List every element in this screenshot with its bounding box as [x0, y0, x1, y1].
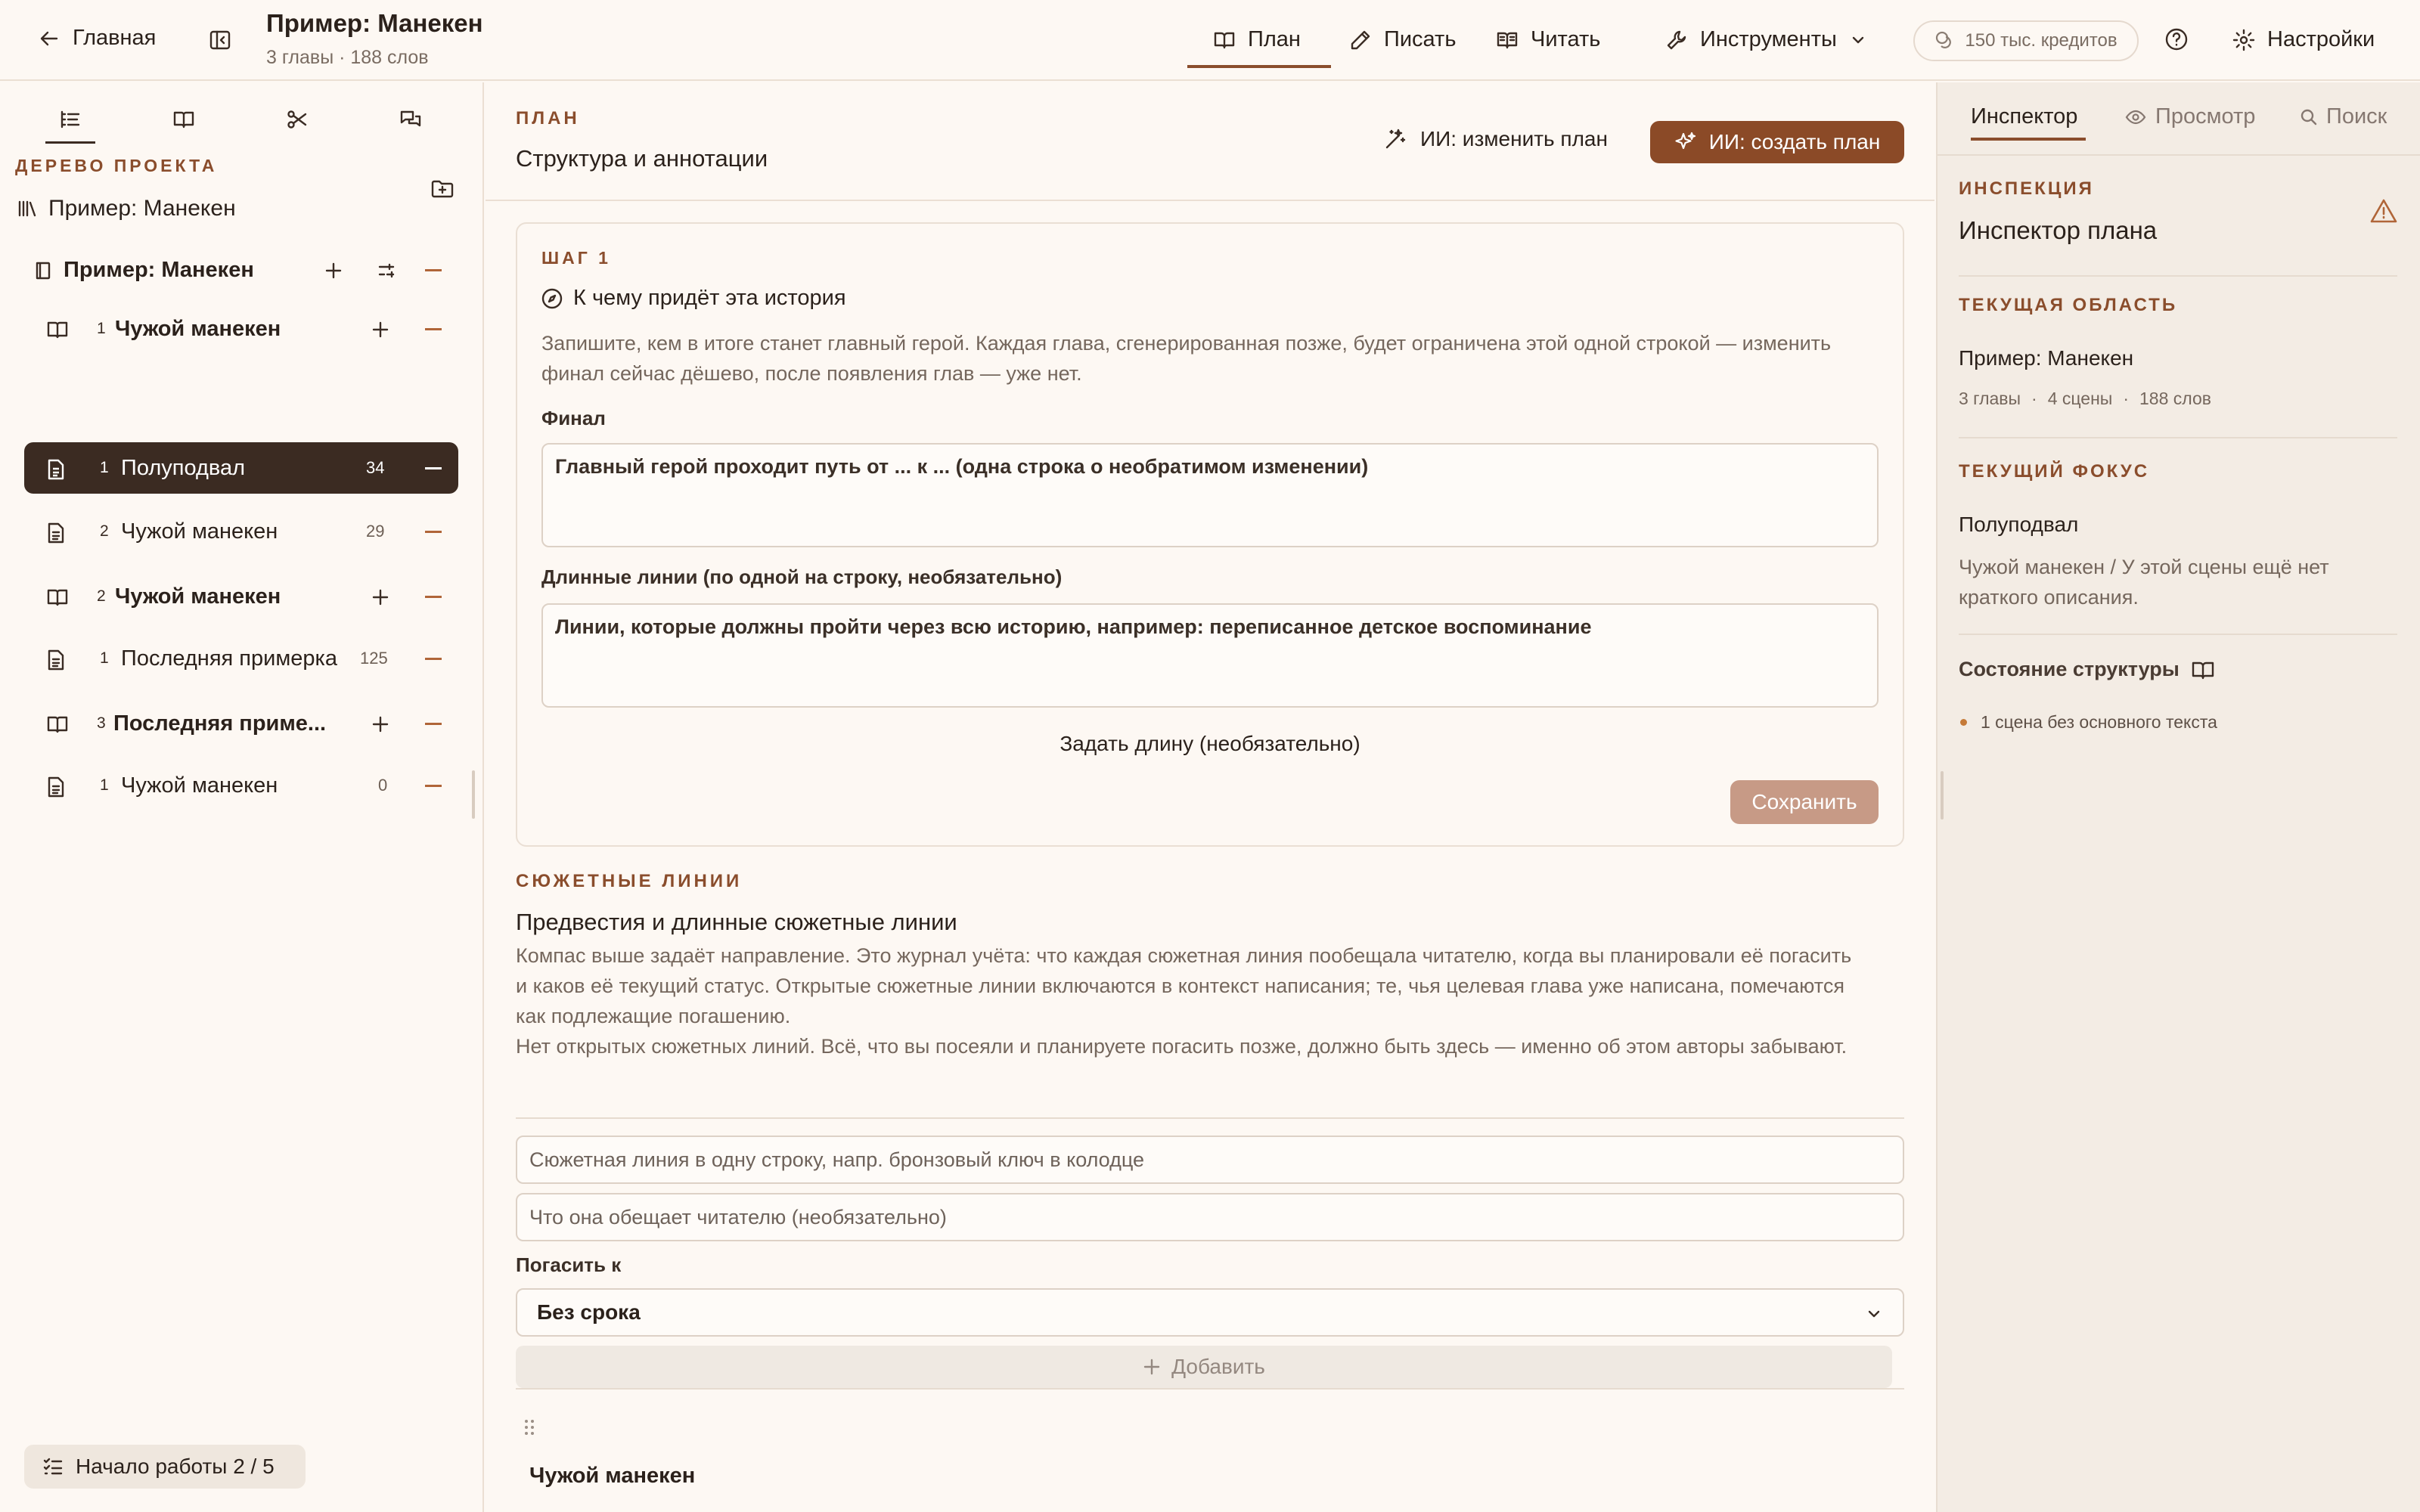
chapter-number: 1	[97, 320, 106, 337]
tree-scene[interactable]	[24, 442, 458, 494]
tab-write[interactable]	[1349, 27, 1456, 52]
tab-read-label: Читать	[1531, 27, 1601, 51]
step-title	[541, 286, 846, 311]
area-meta: 3 главы · 4 сцены · 188 слов	[1959, 389, 2211, 408]
document-icon	[47, 459, 65, 480]
word-count: 125	[360, 649, 388, 668]
checklist-icon	[42, 1456, 64, 1477]
chapters-divider	[516, 1388, 1904, 1390]
warning-button[interactable]	[2370, 198, 2397, 224]
health-item-text: 1 сцена без основного текста	[1981, 712, 2217, 732]
focus-title: Полуподвал	[1959, 513, 2079, 536]
structure-health-label: Состояние структуры	[1959, 658, 2180, 680]
thread-line-input[interactable]: Сюжетная линия в одну строку, напр. бронзовый ключ в колодце	[516, 1136, 1904, 1184]
area-eyebrow: ТЕКУЩАЯ ОБЛАСТЬ	[1959, 295, 2178, 315]
sidebar-tab-scissors[interactable]	[240, 96, 354, 143]
eye-icon	[2125, 107, 2146, 128]
chapter-book-icon	[47, 587, 68, 607]
arrow-left-icon	[38, 27, 60, 50]
inspector-tab[interactable]: Инспектор	[1971, 104, 2078, 129]
tab-plan[interactable]	[1213, 27, 1301, 52]
minus-icon[interactable]	[425, 328, 442, 330]
chat-bubbles-icon	[399, 107, 423, 132]
warning-triangle-icon	[2370, 198, 2397, 224]
inspection-eyebrow: ИНСПЕКЦИЯ	[1959, 178, 2094, 199]
coins-icon	[1934, 30, 1956, 51]
book-icon	[172, 107, 196, 132]
area-words: 188 слов	[2139, 389, 2211, 408]
final-label: Финал	[541, 407, 606, 429]
document-icon	[47, 776, 65, 798]
area-chapters: 3 главы	[1959, 389, 2021, 408]
sidebar-toggle-icon	[209, 29, 231, 51]
library-root[interactable]	[17, 196, 236, 222]
chapter-label: Чужой манекен	[115, 584, 281, 609]
scene-label: Чужой манекен	[121, 519, 278, 544]
scene-number: 2	[100, 522, 109, 540]
book-label: Пример: Манекен	[64, 257, 254, 282]
thread-promise-input[interactable]: Что она обещает читателю (необязательно)	[516, 1193, 1904, 1241]
inspector-title: Инспектор плана	[1959, 216, 2158, 244]
tree-scene[interactable]	[24, 633, 458, 684]
gear-icon	[2232, 29, 2255, 51]
focus-eyebrow: ТЕКУЩИЙ ФОКУС	[1959, 461, 2150, 482]
word-count: 29	[366, 522, 385, 541]
tools-menu[interactable]	[1665, 27, 1867, 52]
tree-chapter[interactable]	[24, 571, 458, 622]
resize-handle[interactable]	[472, 770, 475, 819]
ai-edit-plan-button[interactable]	[1384, 127, 1608, 151]
credits-badge[interactable]	[1913, 20, 2139, 61]
project-title: Пример: Манекен	[266, 9, 483, 37]
sidebar-tab-indicator	[45, 141, 95, 144]
threads-divider	[516, 1117, 1904, 1119]
book-reader-icon	[1496, 29, 1519, 51]
focus-description: Чужой манекен / У этой сцены ещё нет краткого описания.	[1959, 556, 2329, 609]
health-item	[1960, 712, 2217, 733]
chevron-down-icon	[1865, 1305, 1883, 1323]
minus-icon[interactable]	[425, 596, 442, 598]
chapter-label: Последняя приме...	[113, 711, 327, 736]
chapter-heading: Чужой манекен	[529, 1464, 696, 1488]
onboarding-label: Начало работы 2 / 5	[76, 1455, 275, 1478]
preview-tab-label: Просмотр	[2155, 104, 2256, 129]
back-label: Главная	[73, 26, 157, 50]
pencil-icon	[1349, 29, 1372, 51]
library-label: Пример: Манекен	[48, 196, 236, 221]
tree-chapter[interactable]	[24, 303, 458, 355]
resize-handle[interactable]	[1941, 771, 1944, 820]
plus-icon	[1143, 1358, 1161, 1376]
due-label: Погасить к	[516, 1253, 622, 1276]
tree-scene[interactable]	[24, 506, 458, 557]
inspector-divider	[1959, 437, 2397, 438]
search-tab[interactable]	[2299, 104, 2387, 129]
onboarding-button[interactable]	[24, 1445, 306, 1489]
due-select-value: Без срока	[537, 1300, 641, 1324]
sidebar-tab-book[interactable]	[127, 96, 240, 143]
threads-empty-state: Нет открытых сюжетных линий. Всё, что вы посеяли и планируете погасить позже, должно быть здесь — именно об этом авторы забывают.	[516, 1035, 1848, 1058]
word-count: 0	[378, 776, 388, 795]
minus-icon[interactable]	[425, 658, 442, 660]
preview-tab[interactable]	[2125, 104, 2255, 129]
word-count: 34	[366, 458, 385, 477]
project-meta: 3 главы · 188 слов	[266, 47, 429, 68]
back-button[interactable]	[38, 26, 156, 51]
reorder-icon[interactable]	[377, 261, 396, 280]
library-icon	[17, 198, 38, 219]
scene-label: Полуподвал	[121, 455, 246, 480]
status-dot	[1960, 719, 1967, 726]
minus-icon[interactable]	[425, 723, 442, 725]
inspector-divider	[1959, 275, 2397, 277]
ai-edit-label: ИИ: изменить план	[1420, 127, 1608, 150]
area-title: Пример: Манекен	[1959, 346, 2134, 370]
plus-icon[interactable]	[371, 714, 390, 734]
ai-create-plan-button[interactable]	[1650, 121, 1904, 163]
credits-label: 150 тыс. кредитов	[1965, 30, 2118, 51]
list-tree-icon	[58, 107, 82, 132]
tab-read[interactable]	[1496, 27, 1600, 52]
long-lines-label: Длинные линии (по одной на строку, необязательно)	[541, 565, 1063, 588]
document-icon	[47, 649, 65, 671]
wrench-icon	[1665, 29, 1688, 51]
scene-number: 1	[100, 776, 109, 794]
settings-label: Настройки	[2267, 27, 2375, 51]
scene-label: Чужой манекен	[121, 773, 278, 798]
settings-button[interactable]	[2232, 27, 2375, 52]
book-open-icon	[2192, 659, 2214, 680]
folder-plus-icon	[430, 176, 455, 202]
step-eyebrow: ШАГ 1	[541, 248, 611, 268]
inspector-divider	[1959, 634, 2397, 635]
active-tab-indicator	[1187, 65, 1331, 68]
step-description: Запишите, кем в итоге станет главный герой. Каждая глава, сгенерированная позже, будет ограничена этой одной строкой — изменить финал сейчас дёшево, после появления глав — уже нет.	[541, 332, 1832, 385]
chapter-number: 3	[97, 714, 106, 732]
inspector-tabs-divider	[1938, 154, 2420, 156]
minus-icon[interactable]	[425, 269, 442, 271]
inspector-tab-indicator	[1971, 138, 2086, 141]
threads-eyebrow: СЮЖЕТНЫЕ ЛИНИИ	[516, 871, 743, 891]
add-thread-button[interactable]	[516, 1346, 1892, 1388]
project-sidebar	[0, 82, 484, 1512]
toggle-sidebar-button[interactable]	[209, 29, 231, 51]
threads-title: Предвестия и длинные сюжетные линии	[516, 909, 957, 935]
sidebar-tab-comments[interactable]	[354, 96, 467, 143]
help-circle-icon	[2164, 27, 2189, 51]
sidebar-section-title: ДЕРЕВО ПРОЕКТА	[15, 156, 218, 175]
chapter-book-icon	[47, 714, 68, 734]
sparkles-icon	[1674, 131, 1697, 153]
due-select[interactable]	[516, 1288, 1904, 1337]
magic-wand-icon	[1384, 128, 1407, 150]
scene-number: 1	[100, 649, 109, 667]
sidebar-tab-outline[interactable]	[14, 96, 127, 143]
structure-health	[1959, 658, 2214, 681]
tab-plan-label: План	[1248, 27, 1301, 51]
scene-label: Последняя примерка	[121, 646, 337, 671]
tree-chapter[interactable]	[24, 698, 458, 749]
plus-icon[interactable]	[324, 261, 343, 280]
grip-icon	[523, 1418, 535, 1436]
minus-icon[interactable]	[425, 467, 442, 469]
plan-eyebrow: ПЛАН	[516, 108, 580, 129]
drag-handle[interactable]	[523, 1418, 535, 1436]
chapter-label: Чужой манекен	[115, 316, 281, 341]
minus-icon[interactable]	[425, 531, 442, 533]
compass-icon	[541, 288, 563, 309]
search-tab-label: Поиск	[2326, 104, 2387, 129]
plus-icon[interactable]	[371, 587, 390, 607]
threads-description: Компас выше задаёт направление. Это журнал учёта: что каждая сюжетная линия пообещала читателю, когда вы планировали её погасить и каков её текущий статус. Открытые сюжетные линии включаются в контекст написания; те, чья целевая глава уже написана, помечаются как подлежащие погашению.	[516, 944, 1852, 1027]
book-open-icon	[1213, 29, 1236, 51]
tools-label: Инструменты	[1700, 27, 1837, 51]
help-button[interactable]	[2164, 27, 2189, 51]
save-button[interactable]: Сохранить	[1730, 780, 1879, 824]
chapter-number: 2	[97, 587, 106, 605]
plan-title: Структура и аннотации	[516, 145, 768, 172]
document-icon	[47, 522, 65, 544]
notebook-icon	[33, 261, 53, 280]
tab-write-label: Писать	[1384, 27, 1457, 51]
plus-icon[interactable]	[371, 320, 390, 339]
add-thread-label: Добавить	[1171, 1355, 1265, 1378]
scene-number: 1	[100, 459, 109, 476]
final-textarea[interactable]: Главный герой проходит путь от ... к ... (одна строка о необратимом изменении)	[541, 443, 1879, 547]
minus-icon[interactable]	[425, 785, 442, 787]
area-scenes: 4 сцены	[2047, 389, 2113, 408]
plan-header-divider	[486, 200, 1934, 201]
search-icon	[2299, 107, 2319, 127]
tree-scene[interactable]	[24, 760, 458, 811]
scissors-icon	[285, 107, 309, 132]
ai-create-label: ИИ: создать план	[1708, 130, 1881, 153]
chapter-book-icon	[47, 320, 68, 339]
new-folder-button[interactable]	[430, 176, 455, 202]
tree-book[interactable]	[24, 244, 458, 296]
long-lines-textarea[interactable]: Линии, которые должны пройти через всю историю, например: переписанное детское воспоминание	[541, 603, 1879, 708]
top-bar	[0, 0, 2420, 81]
step-title-text: К чему придёт эта история	[573, 286, 846, 310]
set-length-button[interactable]: Задать длину (необязательно)	[1060, 732, 1360, 755]
chevron-down-icon	[1849, 31, 1867, 49]
